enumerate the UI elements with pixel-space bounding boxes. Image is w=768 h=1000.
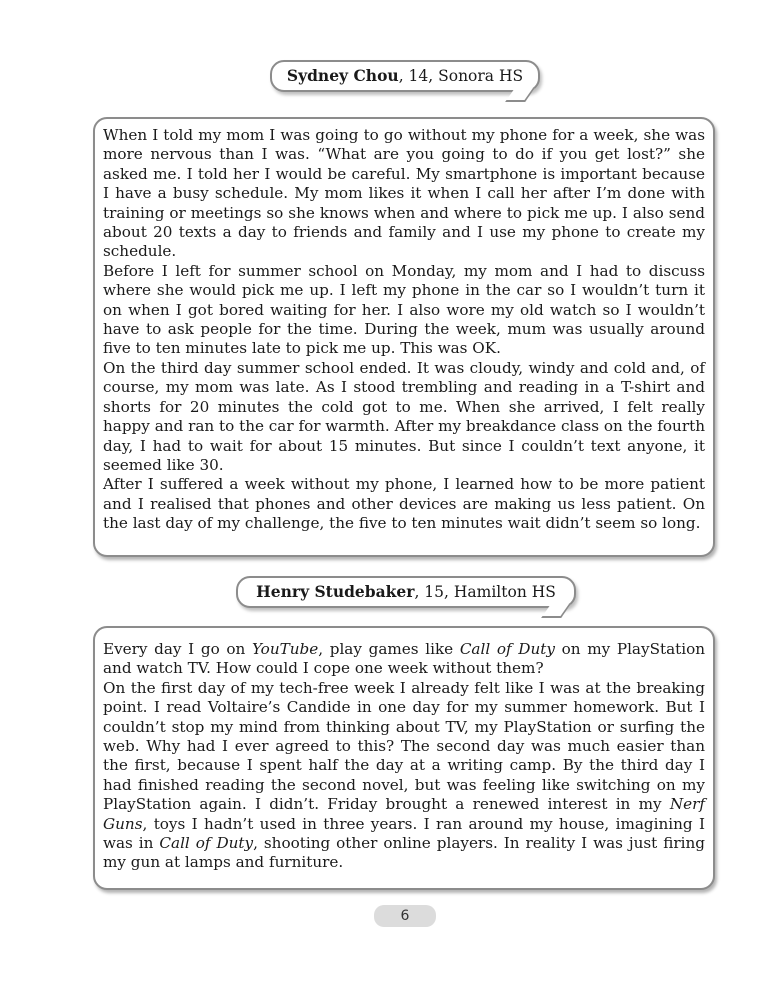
paragraph: After I suffered a week without my phone, I learned how to be more patient and I realised that phones and other devices are making us less patient. On the last day of my challenge, the five to ten minutes wait didn’t seem so long. <box>103 475 705 533</box>
author-name: Henry Studebaker <box>256 582 415 601</box>
author-label-henry <box>236 576 576 608</box>
paragraph <box>103 679 705 873</box>
text-run: , play games like <box>318 640 460 658</box>
italic-run: Call of Duty <box>459 640 555 658</box>
italic-run: Nerf Guns <box>103 795 705 833</box>
author-details: , 14, Sonora HS <box>398 67 524 85</box>
text-run: Every day I go on <box>103 640 252 658</box>
paragraph <box>103 640 705 679</box>
author-details: , 15, Hamilton HS <box>414 583 556 601</box>
italic-run: YouTube <box>251 640 319 658</box>
paragraph: On the third day summer school ended. It was cloudy, windy and cold and, of course, my mom was late. As I stood trembling and reading in a T-shirt and shorts for 20 minutes the cold got to me. When she arrived, I felt really happy and ran to the car for warmth. After my breakdance class on the fourth day, I had to wait for about 15 minutes. But since I couldn’t text anyone, it seemed like 30. <box>103 358 705 474</box>
article-box-sydney <box>93 117 715 557</box>
text-run: On the first day of my tech-free week I already felt like I was at the breaking point. I read Voltaire’s Candide in one day for my summer homework. But I couldn’t stop my mind from thinking about TV, my PlayStation or surfing the web. Why had I ever agreed to this? The second day was much easier than the first, because I spent half the day at a writing camp. By the third day I had finished reading the second novel, but was feeling like switching on my PlayStation again. I didn’t. Friday brought a renewed interest in my <box>103 678 705 814</box>
author-label-sydney <box>270 60 540 92</box>
text-run: , shooting other online players. In reality I was just firing my gun at lamps and furniture. <box>103 834 705 872</box>
text-run: on my PlayStation and watch TV. How could I cope one week without them? <box>103 640 706 678</box>
page-number: 6 <box>374 905 436 927</box>
article-box-henry <box>93 626 715 890</box>
italic-run: Call of Duty <box>159 834 254 853</box>
paragraph: When I told my mom I was going to go without my phone for a week, she was more nervous than I was. “What are you going to do if you get lost?” she asked me. I told her I would be careful. My smartphone is important because I have a busy schedule. My mom likes it when I call her after I’m done with training or meetings so she knows when and where to pick me up. I also send about 20 texts a day to friends and family and I use my phone to create my schedule. <box>103 126 705 261</box>
paragraph: Before I left for summer school on Monday, my mom and I had to discuss where she would pick me up. I left my phone in the car so I wouldn’t turn it on when I got bored waiting for her. I also wore my old watch so I wouldn’t have to ask people for the time. During the week, mum was usually around five to ten minutes late to pick me up. This was OK. <box>103 261 705 358</box>
text-run: , toys I hadn’t used in three years. I ran around my house, imagining I was in <box>103 814 705 853</box>
author-name: Sydney Chou <box>286 66 399 85</box>
